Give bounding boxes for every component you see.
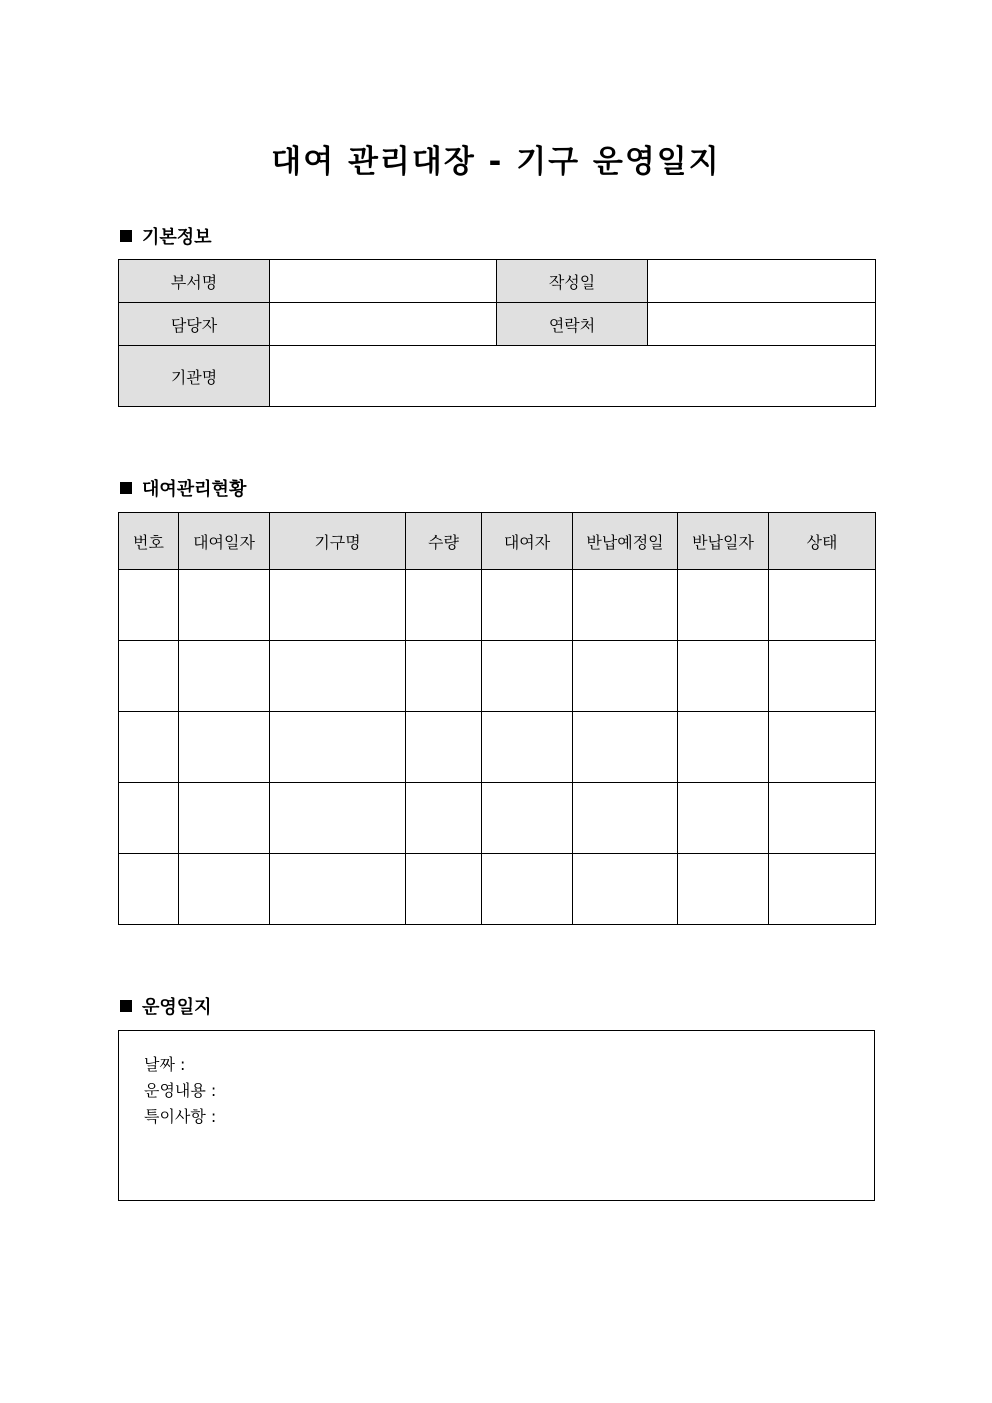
rental-status-table [118, 512, 876, 925]
table-cell[interactable] [482, 712, 573, 783]
table-cell[interactable] [678, 783, 769, 854]
table-cell[interactable] [769, 854, 876, 925]
table-cell[interactable] [406, 783, 482, 854]
manager-field[interactable] [270, 303, 497, 346]
table-cell[interactable] [179, 570, 270, 641]
table-cell[interactable] [119, 712, 179, 783]
table-cell[interactable] [179, 641, 270, 712]
square-bullet-icon [120, 482, 132, 494]
section-heading-label: 운영일지 [142, 997, 212, 1018]
table-cell[interactable] [179, 712, 270, 783]
column-header-quantity: 수량 [406, 513, 482, 570]
column-header-expected-return: 반납예정일 [573, 513, 678, 570]
table-cell[interactable] [573, 641, 678, 712]
table-cell[interactable] [119, 783, 179, 854]
log-content-label: 운영내용 : [144, 1081, 217, 1100]
table-cell[interactable] [270, 570, 406, 641]
contact-field[interactable] [648, 303, 876, 346]
page-title: 대여 관리대장 - 기구 운영일지 [271, 144, 721, 180]
column-header-number: 번호 [119, 513, 179, 570]
section-heading-label: 대여관리현황 [142, 479, 247, 500]
date-written-label: 작성일 [497, 260, 648, 303]
table-cell[interactable] [119, 854, 179, 925]
table-cell[interactable] [573, 570, 678, 641]
section-heading-operation-log [120, 993, 212, 1019]
square-bullet-icon [120, 230, 132, 242]
table-row [119, 570, 876, 641]
table-cell[interactable] [678, 570, 769, 641]
log-notes-label: 특이사항 : [144, 1107, 217, 1126]
table-row [119, 783, 876, 854]
section-heading-label: 기본정보 [142, 227, 212, 248]
table-cell[interactable] [678, 712, 769, 783]
column-header-equipment-name: 기구명 [270, 513, 406, 570]
table-cell[interactable] [270, 712, 406, 783]
table-cell[interactable] [573, 712, 678, 783]
table-cell[interactable] [769, 712, 876, 783]
contact-label: 연락처 [497, 303, 648, 346]
table-cell[interactable] [179, 783, 270, 854]
table-cell[interactable] [482, 570, 573, 641]
table-cell[interactable] [678, 854, 769, 925]
column-header-status: 상태 [769, 513, 876, 570]
square-bullet-icon [120, 1000, 132, 1012]
table-cell[interactable] [769, 570, 876, 641]
table-row [119, 854, 876, 925]
table-cell[interactable] [769, 783, 876, 854]
table-cell[interactable] [179, 854, 270, 925]
table-cell[interactable] [769, 641, 876, 712]
column-header-rental-date: 대여일자 [179, 513, 270, 570]
section-heading-basic-info [120, 223, 212, 249]
table-cell[interactable] [270, 641, 406, 712]
institution-label: 기관명 [119, 346, 270, 407]
table-cell[interactable] [406, 570, 482, 641]
table-cell[interactable] [270, 854, 406, 925]
date-written-field[interactable] [648, 260, 876, 303]
department-label: 부서명 [119, 260, 270, 303]
table-cell[interactable] [406, 712, 482, 783]
log-date-label: 날짜 : [144, 1055, 186, 1074]
table-cell[interactable] [573, 854, 678, 925]
table-cell[interactable] [482, 783, 573, 854]
table-row [119, 712, 876, 783]
table-row [119, 641, 876, 712]
table-cell[interactable] [482, 641, 573, 712]
section-heading-rental-status [120, 475, 246, 501]
table-cell[interactable] [270, 783, 406, 854]
column-header-return-date: 반납일자 [678, 513, 769, 570]
table-cell[interactable] [678, 641, 769, 712]
table-cell[interactable] [482, 854, 573, 925]
operation-log-box[interactable] [118, 1030, 875, 1201]
department-field[interactable] [270, 260, 497, 303]
manager-label: 담당자 [119, 303, 270, 346]
table-cell[interactable] [119, 641, 179, 712]
column-header-borrower: 대여자 [482, 513, 573, 570]
table-cell[interactable] [406, 854, 482, 925]
institution-field[interactable] [270, 346, 876, 407]
table-cell[interactable] [573, 783, 678, 854]
basic-info-table [118, 259, 876, 407]
table-cell[interactable] [119, 570, 179, 641]
table-cell[interactable] [406, 641, 482, 712]
